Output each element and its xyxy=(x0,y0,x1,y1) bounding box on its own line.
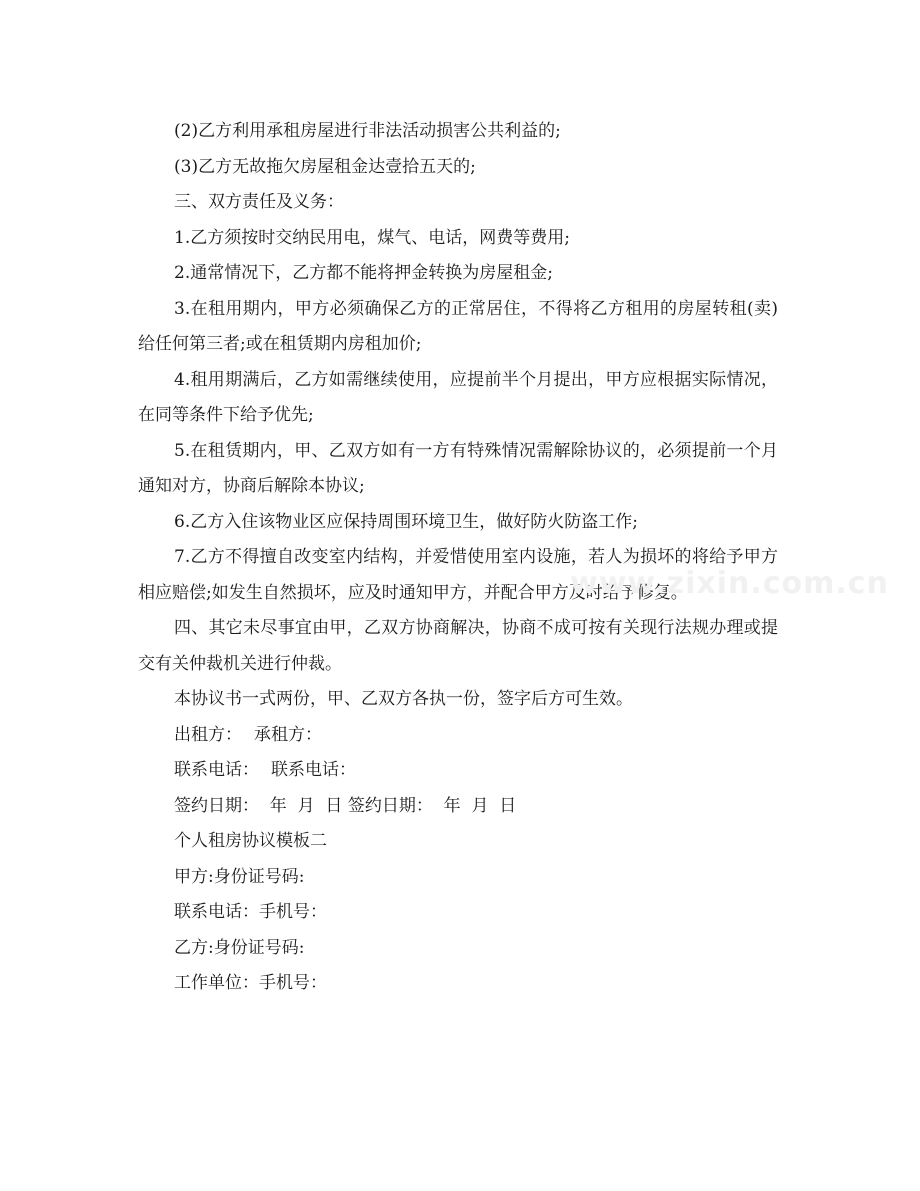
clause-3-1: 1.乙方须按时交纳民用电，煤气、电话，网费等费用; xyxy=(174,227,570,248)
clause-3-2: 2.通常情况下，乙方都不能将押金转换为房屋租金; xyxy=(174,263,553,283)
clause-3-6: 6.乙方入住该物业区应保持周围环境卫生，做好防火防盗工作; xyxy=(174,511,638,532)
site-watermark: www.zixin.com.cn xyxy=(570,566,889,601)
lessee-phone-label: 联系电话： xyxy=(271,760,356,780)
document-body xyxy=(138,114,778,1002)
lessor-phone-label: 联系电话： xyxy=(174,760,259,780)
section-3-heading: 三、双方责任及义务： xyxy=(174,192,344,212)
clause-3-3: 3.在租用期内，甲方必须确保乙方的正常居住，不得将乙方租用的房屋转租(卖)给任何第三者;或在租赁期内房租加价; xyxy=(138,298,778,354)
lessor-label: 出租方： xyxy=(174,724,242,745)
signature-date-line xyxy=(138,789,778,825)
signature-phone-line xyxy=(138,753,778,789)
party-a-id-field: 甲方:身份证号码: xyxy=(174,866,305,887)
clause-3-4: 4.租用期满后，乙方如需继续使用，应提前半个月提出，甲方应根据实际情况，在同等条件下给予优先; xyxy=(138,369,778,425)
lessee-label: 承租方： xyxy=(254,724,322,745)
clause-3-5: 5.在租赁期内，甲、乙双方如有一方有特殊情况需解除协议的，必须提前一个月通知对方，协商后解除本协议; xyxy=(138,440,778,496)
contact-phone-field: 联系电话：手机号： xyxy=(174,902,327,922)
clause-2-2: (2)乙方利用承租房屋进行非法活动损害公共利益的; xyxy=(174,121,561,141)
effectiveness-clause: 本协议书一式两份，甲、乙双方各执一份，签字后方可生效。 xyxy=(174,689,633,709)
section-4: 四、其它未尽事宜由甲，乙双方协商解决，协商不成可按有关现行法规办理或提交有关仲裁机关进行仲裁。 xyxy=(138,618,778,674)
clause-2-3: (3)乙方无故拖欠房屋租金达壹拾五天的; xyxy=(174,156,476,177)
lessee-sign-date: 签约日期： 年 月 日 xyxy=(347,795,517,816)
party-b-id-field: 乙方:身份证号码: xyxy=(174,937,305,958)
template-two-title: 个人租房协议模板二 xyxy=(174,831,327,851)
clause-3-7: 7.乙方不得擅自改变室内结构，并爱惜使用室内设施，若人为损坏的将给予甲方相应赔偿;如发生自然损坏，应及时通知甲方，并配合甲方及时给予修复。 xyxy=(138,547,778,603)
lessor-sign-date: 签约日期： 年 月 日 xyxy=(174,795,343,816)
work-unit-field: 工作单位：手机号： xyxy=(174,973,327,993)
signature-parties-line xyxy=(138,718,778,754)
